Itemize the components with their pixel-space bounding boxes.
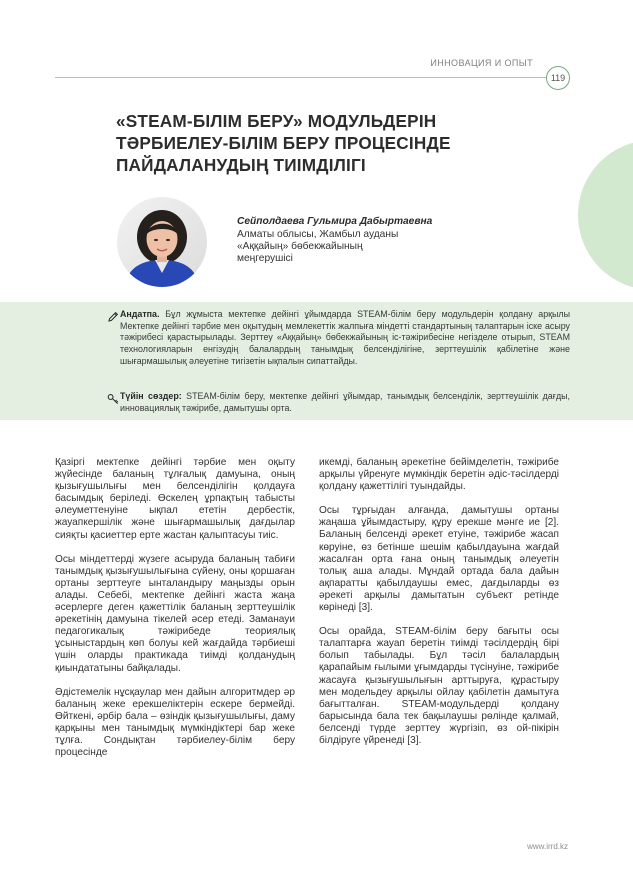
body-paragraph: Қазіргі мектепке дейінгі тәрбие мен оқыту жүйесінде баланың тұлғалық дамуына, оның қызығушылығы мен белсенділігін қолдауға басымдық беріледі. Өскелең ұрпақтың табысты әлеуметтенуіне ықпал ететін дербестік, жауапкершілік және шығармашылық дағдылар сияқты қасиеттер ерте жастан қалыптасуы тиіс. [55, 457, 295, 541]
author-block [237, 216, 467, 265]
page-number: 119 [546, 66, 570, 90]
pencil-icon [107, 310, 119, 322]
keywords-label: Түйін сөздер: [120, 391, 182, 401]
abstract-text: Бұл жұмыста мектепке дейінгі ұйымдарда STEAM-білім беру модульдерін қолдану арқылы Мектепке дейінгі тәрбие мен оқытудың мемлекеттік жалпыға міндетті стандартының талаптарын іске асыру тәжірибесі қарастырылады. Зерттеу «Аққайың» бөбекжайының іс-тәжірибесіне негізделе отырып, STEAM технологияларын енгізудің балалардың танымдық белсенділігіне, зерттеушілік қабілетіне және шығармашылық әлеуетіне тигізетін ықпалын сипаттайды. [120, 309, 570, 366]
keywords-text: STEAM-білім беру, мектепке дейінгі ұйымдар, танымдық белсенділік, зерттеушілік дағды, инновациялық тәжірибе, дамытушы орта. [120, 391, 570, 413]
author-affiliation-line: меңгерушісі [237, 253, 293, 264]
body-paragraph: Әдістемелік нұсқаулар мен дайын алгоритмдер әр баланың жеке ерекшеліктерін ескере бермейді. Өйткені, әрбір бала – өзіндік қызығушылығы, даму қарқыны мен танымдық мүмкіндіктері бар жеке тұлға. Сондықтан тәрбиелеу-білім беру процесінде [55, 686, 295, 759]
author-portrait-image [117, 197, 207, 287]
key-icon [107, 392, 119, 404]
abstract-label: Андатпа. [120, 309, 160, 319]
author-affiliation-line: Алматы облысы, Жамбыл ауданы [237, 229, 399, 240]
body-paragraph: Осы орайда, STEAM-білім беру бағыты осы талаптарға жауап беретін тиімді тәсілдердің бірі болып табылады. Бұл тәсіл балалардың қарапайым ғылыми ұғымдарды түсінуіне, тәжірибе жасауға қызығушылығын арттыруға, құрастыру мен модельдеу арқылы ойлау қабілетін дамытуға бағытталған. STEAM-модульдерді қолдану барысында бала тек бақылаушы рөлінде қалмай, белсенді түрде зерттеу жүргізіп, өз ой-пікірін білдіруге үйренеді [3]. [319, 626, 559, 746]
footer-url[interactable]: www.irrd.kz [527, 842, 568, 851]
article-title: «STEAM-БІЛІМ БЕРУ» МОДУЛЬДЕРІН ТӘРБИЕЛЕУ-БІЛІМ БЕРУ ПРОЦЕСІНДЕ ПАЙДАЛАНУДЫҢ ТИІМДІЛІГІ [116, 111, 451, 175]
decorative-circle [578, 140, 633, 290]
body-paragraph: икемді, баланың әрекетіне бейімделетін, тәжірибе арқылы үйренуге мүмкіндік беретін әдіс-тәсілдерді қолдану қажеттілігі туындайды. [319, 457, 559, 493]
body-paragraph: Осы міндеттерді жүзеге асыруда баланың табиғи танымдық қызығушылығына сүйену, оны қоршаған ортаны зерттеуге ынталандыру маңызды орын алады. Себебі, мектепке дейінгі жаста жаңа әсерлерге деген қажеттілік баланың зерттеушілік әрекетінің дамуына тікелей әсер етеді. Заманауи педагогикалық тәжірибеде теориялық ұсыныстардың көп болуы кей жағдайда тәрбиеші үшін оларды практикада тиімді қолданудың қиындататыны байқалады. [55, 553, 295, 674]
body-column-left [55, 457, 295, 771]
section-label: ИННОВАЦИЯ И ОПЫТ [430, 58, 533, 68]
author-photo [117, 197, 207, 287]
author-name: Сейполдаева Гульмира Дабыртаевна [237, 216, 433, 227]
keywords [120, 391, 570, 414]
abstract [120, 309, 570, 368]
author-affiliation-line: «Аққайың» бөбекжайының [237, 241, 363, 252]
body-column-right [319, 457, 559, 759]
header-rule [55, 77, 548, 78]
body-paragraph: Осы тұрғыдан алғанда, дамытушы ортаны жаңаша ұйымдастыру, құру ерекше мәнге ие [2]. Баланың белсенді әрекет етуіне, тәжірибе жасап көруіне, өз бетінше шешім қабылдауына жағдай жасалған орта ғана оның танымдық әлеуетін толық аша алады. Мұндай ортада бала дайын ақпаратты қабылдаушы емес, дағдыларды өз әрекеті арқылы дамытатын субъект ретінде көрінеді [3]. [319, 505, 559, 614]
